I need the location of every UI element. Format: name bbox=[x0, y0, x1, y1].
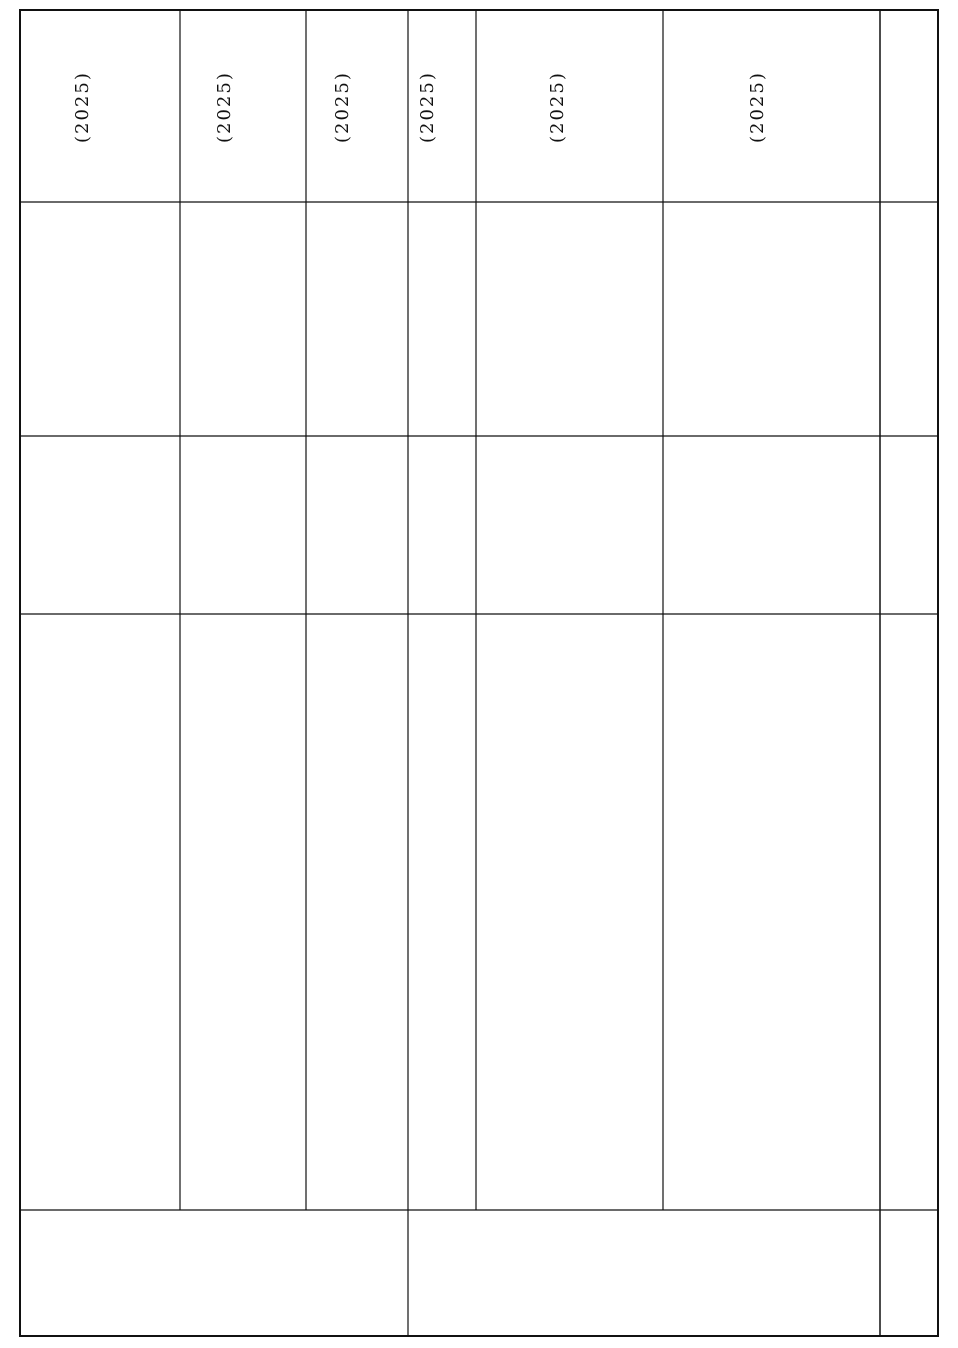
row-5-content bbox=[186, 624, 300, 1204]
row-4-date: (2025) bbox=[332, 71, 353, 144]
row-4-content bbox=[312, 624, 402, 1204]
row-3-date: (2025) bbox=[417, 71, 438, 144]
category-2 bbox=[140, 1218, 300, 1330]
row-5-date: (2025) bbox=[214, 71, 235, 144]
row-5-dept bbox=[186, 212, 300, 430]
header-date bbox=[884, 30, 934, 190]
row-6-dept bbox=[28, 212, 174, 430]
header-content bbox=[884, 830, 934, 980]
header-dept bbox=[884, 250, 934, 400]
row-6-content bbox=[28, 624, 174, 1204]
row-6-level bbox=[84, 490, 114, 600]
row-1-date: (2025) bbox=[747, 71, 768, 144]
row-3-content bbox=[414, 624, 470, 1204]
row-2-dept bbox=[484, 212, 656, 430]
row-2-content bbox=[484, 624, 656, 1204]
header-level bbox=[884, 445, 934, 605]
category-1 bbox=[560, 1218, 680, 1330]
row-1-dept bbox=[672, 212, 872, 430]
row-4-level bbox=[342, 490, 372, 600]
row-4-dept bbox=[312, 212, 402, 430]
row-6-date: (2025) bbox=[72, 71, 93, 144]
row-3-level bbox=[428, 490, 458, 600]
row-1-level bbox=[760, 490, 790, 600]
row-2-level bbox=[556, 490, 586, 600]
header-category bbox=[884, 1225, 934, 1325]
row-2-date: (2025) bbox=[547, 71, 568, 144]
row-5-level bbox=[226, 490, 256, 600]
row-3-dept bbox=[414, 212, 470, 430]
row-1-content bbox=[672, 624, 872, 1204]
